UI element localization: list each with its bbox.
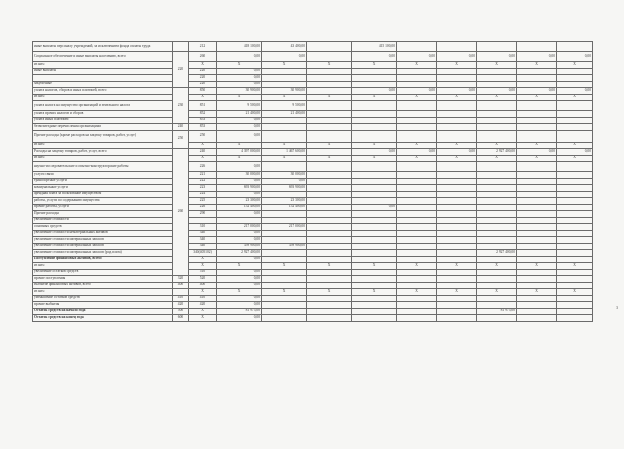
amount-cell: X [557, 155, 593, 162]
table-row [33, 42, 593, 52]
row-label: увеличение стоимости [33, 217, 173, 224]
amount-cell: X [477, 62, 517, 69]
amount-cell [262, 130, 307, 142]
amount-cell: 23 300,00 [262, 198, 307, 205]
amount-cell: X [262, 62, 307, 69]
amount-cell: X [477, 155, 517, 162]
amount-cell: 0,00 [397, 88, 437, 95]
amount-cell: X [477, 94, 517, 101]
row-kosgu: 220 [189, 75, 217, 82]
amount-cell: 0,00 [397, 149, 437, 156]
amount-cell: 0,00 [262, 52, 307, 62]
amount-cell: X [437, 94, 477, 101]
amount-cell: X [557, 62, 593, 69]
amount-cell: X [477, 263, 517, 270]
row-kosgu: 290 [189, 211, 217, 218]
table-row [33, 52, 593, 62]
row-kosgu: 226 [189, 204, 217, 211]
amount-cell: 0,00 [352, 52, 397, 62]
amount-cell: X [352, 289, 397, 296]
row-label: увеличение стоимости материальных запасов (род.плата) [33, 250, 173, 257]
row-code: 220 [173, 52, 189, 88]
amount-cell: 0,00 [352, 88, 397, 95]
amount-cell: X [262, 263, 307, 270]
amount-cell [307, 130, 352, 142]
row-label: прочие работы, услуги [33, 204, 173, 211]
amount-cell: X [397, 94, 437, 101]
row-label: из них: [33, 155, 173, 162]
amount-cell: 30 000,00 [262, 172, 307, 179]
amount-cell: X [397, 155, 437, 162]
row-kosgu: X [189, 94, 217, 101]
amount-cell: X [397, 263, 437, 270]
amount-cell: X [262, 94, 307, 101]
row-code: 250 [173, 130, 189, 149]
amount-cell: 0,00 [217, 178, 262, 185]
row-kosgu: 220 [189, 81, 217, 88]
row-label: увеличение стоимости материальных запасов [33, 237, 173, 244]
row-code: 410 [173, 295, 189, 302]
row-kosgu: 851 [189, 101, 217, 111]
row-label: Выбытие финансовых активов, всего [33, 282, 173, 289]
row-kosgu: 420 [189, 302, 217, 309]
amount-cell: 0,00 [217, 211, 262, 218]
amount-cell: X [307, 263, 352, 270]
amount-cell [262, 315, 307, 322]
amount-cell [397, 130, 437, 142]
row-label: основных средств [33, 224, 173, 231]
row-label: Социальное обеспечение и иные выплаты населению, всего [33, 52, 173, 62]
amount-cell: X [352, 62, 397, 69]
amount-cell: 0,00 [262, 178, 307, 185]
amount-cell: X [517, 142, 557, 149]
amount-cell [557, 101, 593, 111]
amount-cell: X [437, 263, 477, 270]
row-kosgu: 310 [189, 224, 217, 231]
row-kosgu: X [189, 315, 217, 322]
row-kosgu: X [189, 62, 217, 69]
row-label: из них: [33, 94, 173, 101]
row-kosgu: 222 [189, 178, 217, 185]
amount-cell: X [262, 155, 307, 162]
row-label: Остаток средств на начало года [33, 308, 173, 315]
row-kosgu: X [189, 142, 217, 149]
amount-cell: 0,00 [477, 88, 517, 95]
amount-cell [307, 52, 352, 62]
amount-cell: 0,00 [217, 162, 262, 172]
row-kosgu: 850 [189, 88, 217, 95]
amount-cell: 418 100,00 [217, 42, 262, 52]
amount-cell [437, 42, 477, 52]
amount-cell [557, 130, 593, 142]
row-code: 400 [173, 282, 189, 289]
row-code: 600 [173, 315, 189, 322]
amount-cell [437, 101, 477, 111]
row-label: Прочие расходы [33, 211, 173, 218]
row-kosgu: 250 [189, 130, 217, 142]
row-label: уменьшение остатков средств [33, 295, 173, 302]
row-code: 230 [173, 88, 189, 124]
amount-cell: 0,00 [217, 302, 262, 309]
row-kosgu: 410 [189, 295, 217, 302]
amount-cell: 0,00 [217, 256, 262, 263]
amount-cell: 0,00 [437, 52, 477, 62]
amount-cell [477, 101, 517, 111]
amount-cell: X [307, 155, 352, 162]
row-label: из них: [33, 289, 173, 296]
amount-cell: 152 400,00 [217, 204, 262, 211]
row-label: увеличение стоимости материальных запасов [33, 243, 173, 250]
amount-cell: X [437, 289, 477, 296]
row-label: коммунальные услуги [33, 185, 173, 192]
amount-cell: 0,00 [217, 295, 262, 302]
amount-cell: 1 467 600,00 [262, 149, 307, 156]
amount-cell: 0,00 [217, 269, 262, 276]
amount-cell: X [217, 263, 262, 270]
amount-cell: 0,00 [557, 149, 593, 156]
row-kosgu: 223 [189, 185, 217, 192]
amount-cell: 0,00 [517, 88, 557, 95]
row-label: иные выплаты персоналу учреждений, за исключением фонда оплаты труда [33, 42, 173, 52]
row-label: Поступление финансовых активов, всего: [33, 256, 173, 263]
amount-cell [557, 42, 593, 52]
row-label: уплата прочих налогов и сборов [33, 111, 173, 118]
amount-cell: 0,00 [217, 276, 262, 283]
amount-cell [307, 315, 352, 322]
row-label: уплата налога на имущество организаций и земельного налога [33, 101, 173, 111]
amount-cell: 0,00 [397, 52, 437, 62]
row-kosgu: X [189, 308, 217, 315]
amount-cell: X [477, 142, 517, 149]
amount-cell [397, 162, 437, 172]
amount-cell [397, 101, 437, 111]
amount-cell: 0,00 [217, 75, 262, 82]
budget-table-body [33, 42, 593, 322]
amount-cell: X [307, 94, 352, 101]
row-kosgu: 340(405102) [189, 250, 217, 257]
row-label: услуги связи [33, 172, 173, 179]
row-kosgu: 520 [189, 276, 217, 283]
amount-cell: X [397, 289, 437, 296]
row-kosgu: 221 [189, 172, 217, 179]
amount-cell [437, 162, 477, 172]
row-code: 500 [173, 308, 189, 315]
amount-cell: X [477, 289, 517, 296]
amount-cell: X [352, 263, 397, 270]
amount-cell: X [352, 94, 397, 101]
amount-cell: 2 927 400,00 [477, 250, 517, 257]
table-row [33, 101, 593, 111]
row-code: 320 [173, 276, 189, 283]
amount-cell: X [437, 62, 477, 69]
row-label: уплата иных платежей [33, 117, 173, 124]
row-kosgu: 510 [189, 269, 217, 276]
amount-cell: 0,00 [517, 149, 557, 156]
amount-cell [557, 315, 593, 322]
row-kosgu: 226 [189, 162, 217, 172]
amount-cell: X [217, 289, 262, 296]
row-label: научно-исследовательские и опытно-конструкторские работы [33, 162, 173, 172]
row-kosgu: X [189, 289, 217, 296]
row-label: закупочные [33, 81, 173, 88]
amount-cell: X [437, 142, 477, 149]
amount-cell: 0,00 [217, 117, 262, 124]
row-label: уплата налогов, сборов и иных платежей, всего [33, 88, 173, 95]
amount-cell: X [307, 62, 352, 69]
amount-cell: 2 927 400,00 [477, 149, 517, 156]
amount-cell: 0,00 [477, 52, 517, 62]
amount-cell: 0,00 [217, 191, 262, 198]
row-label: арендная плата за пользование имуществом [33, 191, 173, 198]
amount-cell: X [352, 142, 397, 149]
amount-cell [517, 315, 557, 322]
amount-cell [517, 42, 557, 52]
amount-cell [352, 101, 397, 111]
row-label: увеличение стоимости нематериальных активов [33, 230, 173, 237]
amount-cell: 0,00 [217, 124, 262, 131]
row-kosgu: 220 [189, 68, 217, 75]
row-label: транспортные услуги [33, 178, 173, 185]
row-kosgu: 225 [189, 198, 217, 205]
amount-cell: 693 900,00 [217, 185, 262, 192]
amount-cell: X [262, 289, 307, 296]
row-code: 240 [173, 124, 189, 131]
amount-cell [517, 130, 557, 142]
row-label: из них: [33, 263, 173, 270]
amount-cell: 0,00 [217, 282, 262, 289]
amount-cell [477, 130, 517, 142]
amount-cell: 2 927 400,00 [217, 250, 262, 257]
amount-cell: 0,00 [217, 68, 262, 75]
table-row [33, 315, 593, 322]
amount-cell [517, 162, 557, 172]
amount-cell [477, 315, 517, 322]
row-label: увеличение остатков средств [33, 269, 173, 276]
amount-cell [397, 315, 437, 322]
table-row [33, 162, 593, 172]
amount-cell: 4 397 000,00 [217, 149, 262, 156]
amount-cell [477, 42, 517, 52]
amount-cell: 21 400,00 [262, 111, 307, 118]
amount-cell: 9 500,00 [217, 101, 262, 111]
amount-cell: 0,00 [352, 204, 397, 211]
amount-cell: 693 900,00 [262, 185, 307, 192]
row-kosgu: 212 [189, 42, 217, 52]
row-kosgu: 400 [189, 282, 217, 289]
amount-cell: X [517, 62, 557, 69]
amount-cell [437, 130, 477, 142]
row-kosgu: 340 [189, 237, 217, 244]
amount-cell: X [517, 155, 557, 162]
row-label: Остаток средств на конец года [33, 315, 173, 322]
row-code: 260 [173, 149, 189, 276]
amount-cell: 359 900,00 [217, 243, 262, 250]
page-number: 3 [616, 305, 618, 310]
amount-cell: X [437, 155, 477, 162]
row-kosgu: 852 [189, 111, 217, 118]
amount-cell: 217 000,00 [217, 224, 262, 231]
row-code: 420 [173, 302, 189, 309]
amount-cell [307, 162, 352, 172]
row-kosgu: 224 [189, 191, 217, 198]
amount-cell: 217 000,00 [262, 224, 307, 231]
amount-cell: X [352, 155, 397, 162]
amount-cell: 0,00 [557, 52, 593, 62]
amount-cell: 0,00 [217, 130, 262, 142]
amount-cell: 0,00 [517, 52, 557, 62]
amount-cell: X [217, 155, 262, 162]
row-kosgu: 340 [189, 243, 217, 250]
amount-cell [557, 162, 593, 172]
row-label: из них: [33, 62, 173, 69]
amount-cell: X [397, 62, 437, 69]
amount-cell: X [307, 142, 352, 149]
row-label: работы, услуги по содержанию имущества [33, 198, 173, 205]
amount-cell: X [307, 289, 352, 296]
amount-cell: X [217, 62, 262, 69]
amount-cell: 30 900,00 [262, 88, 307, 95]
amount-cell: 21 400,00 [217, 111, 262, 118]
amount-cell: 0,00 [217, 237, 262, 244]
row-label: из них: [33, 142, 173, 149]
amount-cell: 30 900,00 [217, 88, 262, 95]
amount-cell [307, 42, 352, 52]
amount-cell: 0,00 [352, 149, 397, 156]
amount-cell: X [217, 94, 262, 101]
row-kosgu: 240 [189, 149, 217, 156]
amount-cell: 0,00 [437, 149, 477, 156]
row-kosgu: X [189, 263, 217, 270]
row-kosgu: 340 [189, 230, 217, 237]
row-kosgu: 853 [189, 124, 217, 131]
amount-cell: 0,00 [437, 88, 477, 95]
amount-cell: 152 400,00 [262, 204, 307, 211]
amount-cell [262, 162, 307, 172]
amount-cell [517, 101, 557, 111]
amount-cell: 0,00 [217, 81, 262, 88]
row-kosgu: X [189, 256, 217, 263]
amount-cell: X [217, 142, 262, 149]
amount-cell [307, 101, 352, 111]
amount-cell: 9 500,00 [262, 101, 307, 111]
amount-cell: 81 975,00 [217, 308, 262, 315]
amount-cell: X [557, 94, 593, 101]
row-label: прочие поступления [33, 276, 173, 283]
amount-cell: 0,00 [217, 315, 262, 322]
amount-cell: 0,00 [217, 230, 262, 237]
amount-cell: 43 400,00 [262, 42, 307, 52]
amount-cell: 81 975,00 [477, 308, 517, 315]
row-label: безвозмездные перечисления организациям [33, 124, 173, 131]
row-kosgu: 260 [189, 52, 217, 62]
amount-cell: 30 000,00 [217, 172, 262, 179]
row-label: Прочие расходы (кроме расходов на закупку товаров, работ, услуг) [33, 130, 173, 142]
table-row [33, 130, 593, 142]
row-label: иные выплаты [33, 68, 173, 75]
row-kosgu: 853 [189, 117, 217, 124]
amount-cell: 0,00 [217, 52, 262, 62]
amount-cell: X [517, 94, 557, 101]
amount-cell [397, 42, 437, 52]
amount-cell [352, 315, 397, 322]
row-label: прочие выбытия [33, 302, 173, 309]
amount-cell: X [517, 263, 557, 270]
amount-cell [352, 130, 397, 142]
amount-cell: X [557, 142, 593, 149]
amount-cell: X [397, 142, 437, 149]
amount-cell: X [517, 289, 557, 296]
amount-cell: X [262, 142, 307, 149]
amount-cell: 415 100,00 [352, 42, 397, 52]
row-label: Расходы на закупку товаров, работ, услуг, всего [33, 149, 173, 156]
amount-cell: X [557, 289, 593, 296]
amount-cell: 23 300,00 [217, 198, 262, 205]
amount-cell [352, 162, 397, 172]
row-kosgu: X [189, 155, 217, 162]
amount-cell [477, 162, 517, 172]
row-code [173, 42, 189, 52]
amount-cell: 359 900,00 [262, 243, 307, 250]
amount-cell: X [557, 263, 593, 270]
amount-cell [437, 315, 477, 322]
amount-cell: 0,00 [557, 88, 593, 95]
budget-table [32, 41, 593, 322]
